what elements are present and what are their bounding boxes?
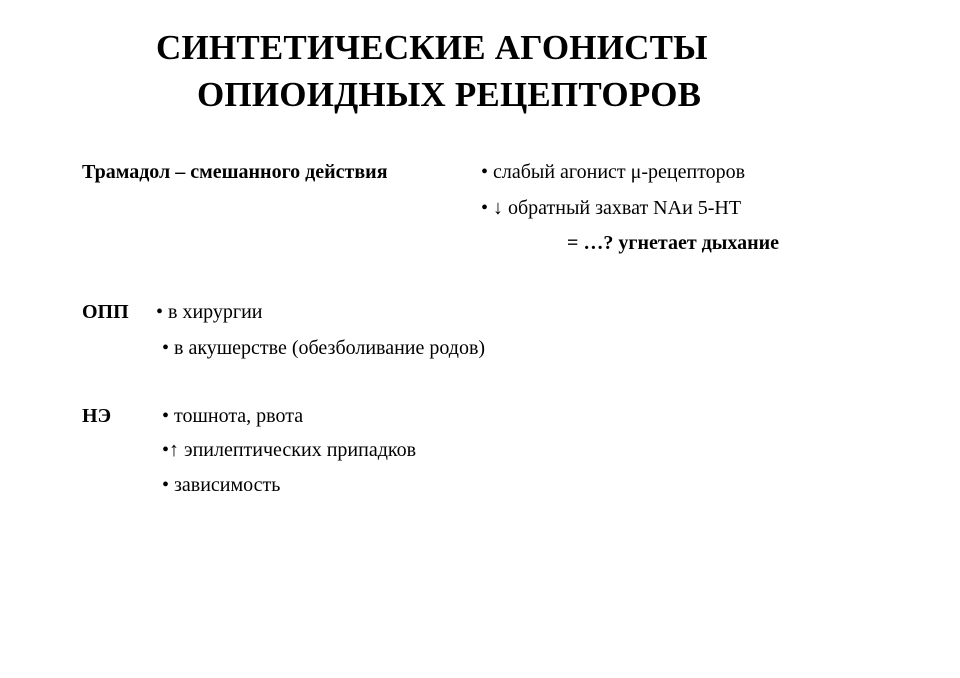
side-effect-dependence: • зависимость (162, 474, 281, 496)
indication-surgery: • в хирургии (156, 301, 263, 323)
indication-obstetrics: • в акушерстве (обезболивание родов) (162, 337, 486, 359)
side-effects-label: НЭ (82, 405, 112, 427)
title-line-2: ОПИОИДНЫХ РЕЦЕПТОРОВ (197, 75, 702, 114)
side-effect-seizures: •↑ эпилептических припадков (162, 439, 417, 461)
title-line-1: СИНТЕТИЧЕСКИЕ АГОНИСТЫ (156, 28, 708, 67)
tramadol-point-reuptake: • ↓ обратный захват NAи 5-НТ (481, 197, 742, 219)
tramadol-conclusion: = …? угнетает дыхание (567, 232, 780, 254)
tramadol-label: Трамадол – смешанного действия (82, 161, 388, 183)
indications-label: ОПП (82, 301, 129, 323)
side-effect-nausea: • тошнота, рвота (162, 405, 304, 427)
tramadol-point-mu-agonist: • слабый агонист μ-рецепторов (481, 161, 746, 183)
